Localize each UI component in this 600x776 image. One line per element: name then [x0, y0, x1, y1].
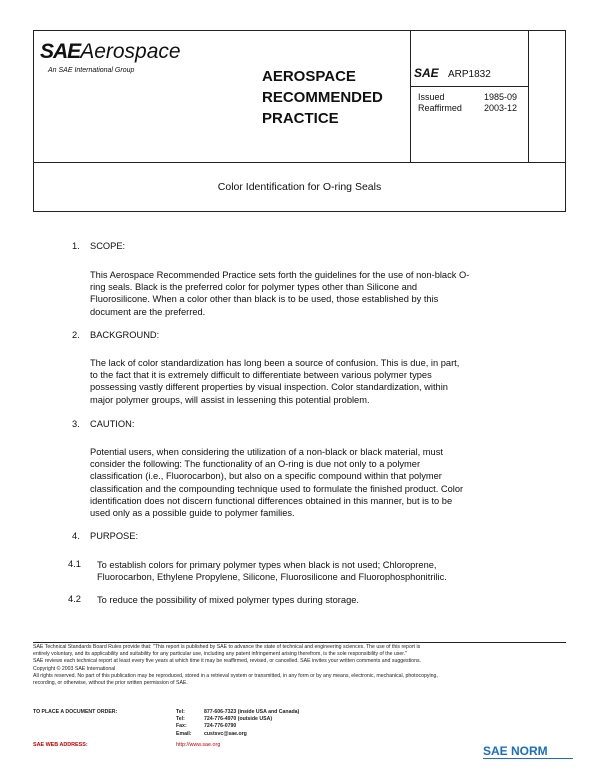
- subsection-number: 4.1: [68, 559, 81, 569]
- section-number: 4.: [72, 531, 80, 541]
- header-divider-1: [410, 30, 411, 163]
- section-paragraph: Potential users, when considering the utilization of a non-black or black material, must consider the following: The functionality of an O-ring is due not only to a polymer classification (i.e., Fluorocarbon), but also on a specific compound within that polymer classification and the compounding technique used to formulate the finished product. Color identification does not discern functional differences obtained in this manner, but is to be used only as a possible guide to polymer families.: [90, 447, 464, 519]
- subsection-number: 4.2: [68, 594, 81, 604]
- section-heading: PURPOSE:: [90, 531, 139, 541]
- issued-value: 1985-09: [484, 92, 518, 102]
- document-type: AEROSPACE RECOMMENDED PRACTICE: [262, 68, 383, 127]
- header-divider-2: [528, 30, 529, 163]
- section-heading: BACKGROUND:: [90, 330, 160, 340]
- web-address-label: SAE WEB ADDRESS:: [33, 742, 88, 748]
- reaffirmed-label: Reaffirmed: [418, 103, 462, 113]
- logo-subtitle: An SAE International Group: [48, 67, 135, 74]
- web-address-link[interactable]: http://www.sae.org: [176, 742, 221, 748]
- order-label: TO PLACE A DOCUMENT ORDER:: [33, 709, 118, 715]
- issued-label: Issued: [418, 92, 445, 102]
- sae-norm-logo: SAE NORM: [483, 744, 548, 758]
- footer-rule: [33, 642, 566, 643]
- subsection-paragraph: To reduce the possibility of mixed polymer types during storage.: [97, 595, 359, 605]
- document-title: Color Identification for O-ring Seals: [33, 162, 566, 212]
- subsection-paragraph: To establish colors for primary polymer types when black is not used; Chloroprene, Fluorocarbon, Ethylene Propylene, Silicone, Fluorosilicone and Fluorophosphonitrilic.: [97, 560, 447, 583]
- sae-aerospace-logo: SAEAerospace: [40, 40, 181, 63]
- footer-rules-text: SAE Technical Standards Board Rules provide that: "This report is published by SAE to advance the state of technical and engineering sciences. The use of this report is entirely voluntary, and its applicability and suitability for any particular use, including any patent infringement arising therefrom, is the sole responsibility of the user." SAE reviews each technical report at least every five years at which time it may be reaffirmed, revised, or cancelled. SAE invites your written comments and suggestions. Copyright © 2003 SAE International All rights reserved. No part of this publication may be reproduced, stored in a retrieval system or transmitted, in any form or by any means, electronic, mechanical, photocopying, recording, or otherwise, without the prior written permission of SAE.: [33, 644, 438, 687]
- section-heading: SCOPE:: [90, 241, 126, 251]
- sae-small-logo: SAE: [414, 66, 439, 80]
- sae-norm-underline: [483, 758, 573, 759]
- section-number: 1.: [72, 241, 80, 251]
- header-divider-3: [410, 86, 528, 87]
- email-link[interactable]: custsvc@sae.org: [204, 730, 247, 737]
- reaffirmed-value: 2003-12: [484, 103, 518, 113]
- section-paragraph: This Aerospace Recommended Practice sets forth the guidelines for the use of non-black O- ring seals. Black is the preferred color for polymer types other than Silicone and Fluorosilicone. When a color other than black is to be used, those established by this document are the preferred.: [90, 270, 470, 317]
- section-number: 2.: [72, 330, 80, 340]
- document-number: ARP1832: [448, 69, 491, 80]
- section-paragraph: The lack of color standardization has long been a source of confusion. This is due, in part, to the fact that it is extremely difficult to differentiate between various polymer types possessing vastly different properties by visual inspection. Color standardization, within major polymer groups, will assist in lessening this potential problem.: [90, 358, 460, 405]
- contact-list: Tel: 877-606-7323 (inside USA and Canada) Tel: 724-776-4970 (outside USA) Fax: 724-776-0790 Email: custsvc@sae.org: [176, 709, 300, 737]
- section-number: 3.: [72, 419, 80, 429]
- section-heading: CAUTION:: [90, 419, 135, 429]
